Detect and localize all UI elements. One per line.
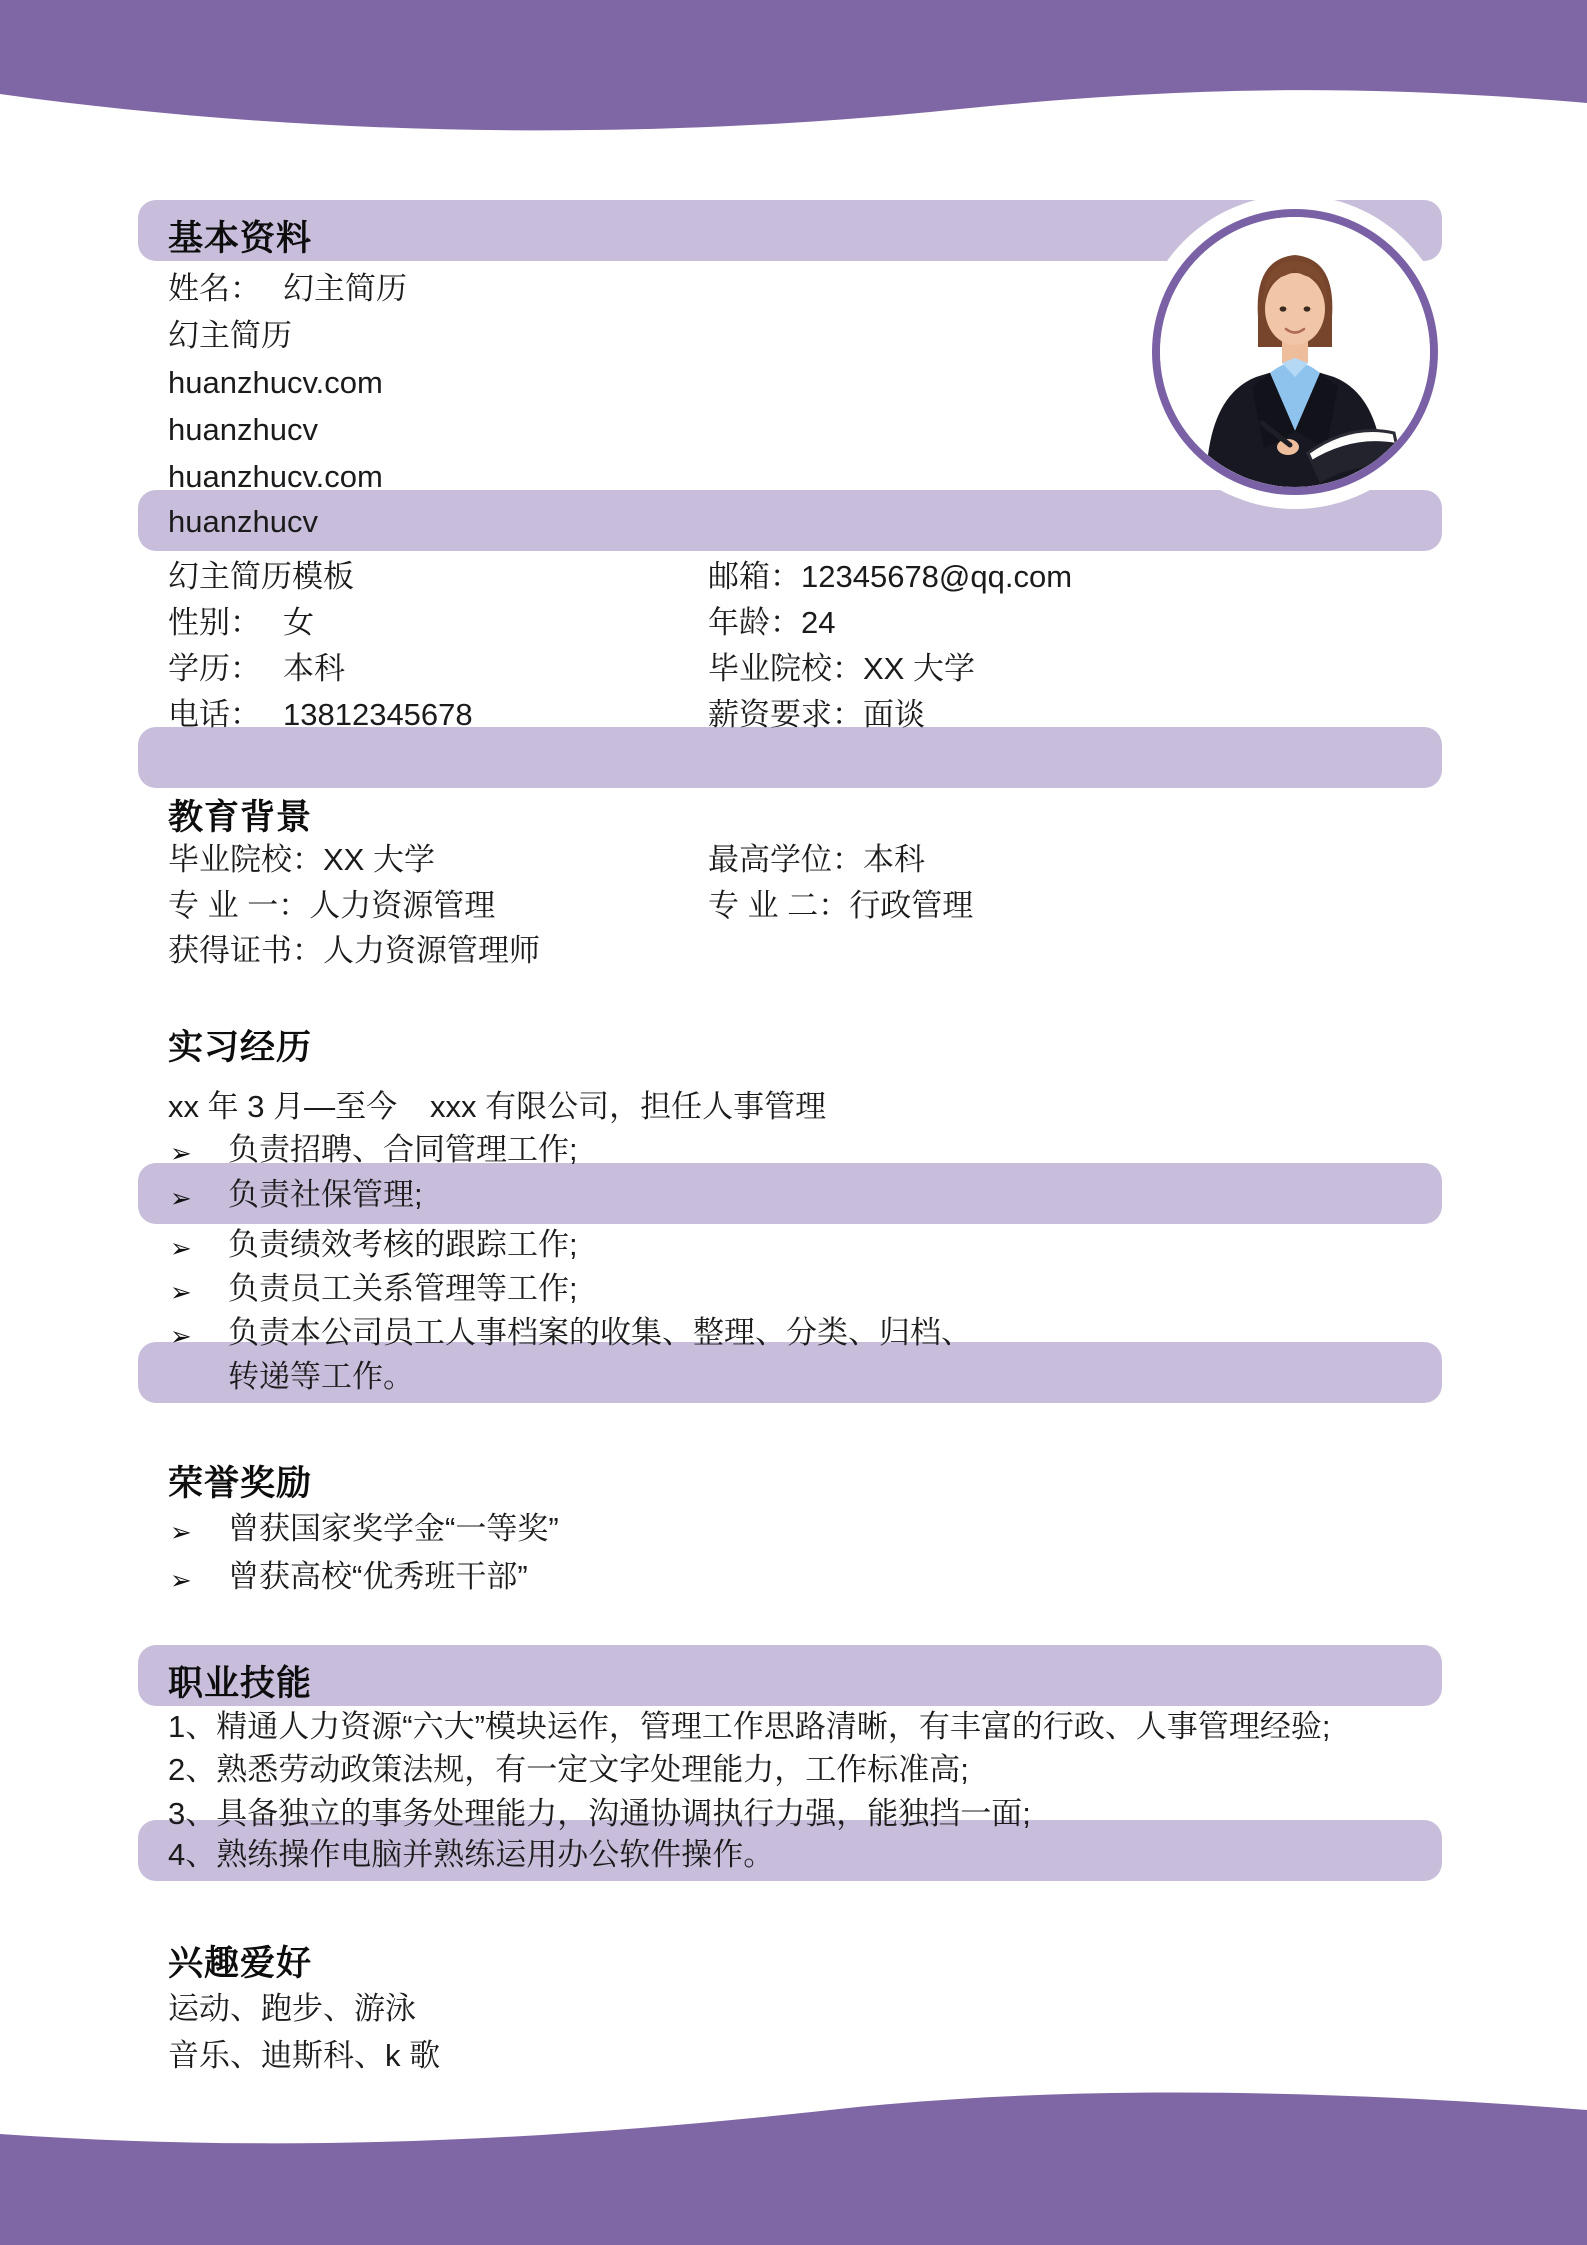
basic-email-row: [708, 558, 1072, 596]
skills-section-header-bar: [138, 1645, 1442, 1706]
internship-bullet-2: 负责社保管理;: [228, 1177, 423, 1212]
edu-school-label: 毕业院校：: [168, 842, 323, 877]
edu-major1-row: [168, 887, 495, 925]
email-value: 12345678@qq.com: [801, 559, 1073, 594]
internship-period: xx 年 3 月—至今: [168, 1089, 398, 1124]
person-photo-illustration: [1160, 217, 1430, 487]
gender-label: 性别：: [168, 605, 261, 640]
basic-line5: huanzhucv.com: [168, 459, 383, 494]
bullet-arrow-icon: ➢: [170, 1277, 192, 1307]
interest-item-2: 音乐、迪斯科、k 歌: [168, 2038, 441, 2073]
edu-top-degree-value: 本科: [863, 842, 925, 877]
internship-bullet-1: 负责招聘、合同管理工作;: [228, 1132, 578, 1167]
skill-item-2: 2、熟悉劳动政策法规，有一定文字处理能力，工作标准高;: [168, 1752, 969, 1787]
bullet-arrow-icon: ➢: [170, 1233, 192, 1263]
edu-major2-value: 行政管理: [849, 888, 974, 923]
basic-degree-row: [168, 650, 345, 688]
basic-name-value: 幻主简历: [283, 271, 407, 306]
basic-school-row: [708, 650, 975, 688]
basic-line3: huanzhucv.com: [168, 365, 383, 400]
phone-value: 13812345678: [283, 697, 473, 732]
edu-certificate-label: 获得证书：: [168, 933, 323, 968]
phone-label: 电话：: [168, 697, 261, 732]
internship-section-title: 实习经历: [168, 1028, 313, 1067]
basic-salary-row: [708, 696, 925, 734]
email-label: 邮箱：: [708, 559, 801, 594]
bullet-arrow-icon: ➢: [170, 1517, 192, 1547]
edu-major2-label: 专 业 二：: [708, 888, 850, 923]
internship-bullet-5-continuation: 转递等工作。: [228, 1359, 414, 1394]
bottom-wave-decoration: [0, 2070, 1587, 2245]
internship-company: xxx 有限公司，担任人事管理: [430, 1089, 827, 1124]
skill-item-3: 3、具备独立的事务处理能力，沟通协调执行力强，能独挡一面;: [168, 1796, 1031, 1831]
degree-label: 学历：: [168, 651, 261, 686]
edu-major1-label: 专 业 一：: [168, 888, 310, 923]
skill-item-4: 4、熟练操作电脑并熟练运用办公软件操作。: [168, 1837, 775, 1872]
edu-certificate-row: [168, 932, 540, 970]
top-wave-decoration: [0, 0, 1587, 170]
honor-item-2: 曾获高校“优秀班干部”: [228, 1559, 528, 1594]
bullet-arrow-icon: ➢: [170, 1565, 192, 1595]
basic-section-title: 基本资料: [168, 219, 313, 258]
basic-phone-row: [168, 696, 473, 734]
basic-name-row: [168, 270, 407, 308]
edu-top-degree-label: 最高学位：: [708, 842, 863, 877]
degree-value: 本科: [283, 651, 345, 686]
edu-major2-row: [708, 887, 973, 925]
basic-line6: huanzhucv: [168, 504, 318, 539]
age-value: 24: [801, 605, 836, 640]
basic-gender-row: [168, 604, 314, 642]
edu-major1-value: 人力资源管理: [309, 888, 496, 923]
basic-age-row: [708, 604, 835, 642]
age-label: 年龄：: [708, 605, 801, 640]
bullet-arrow-icon: ➢: [170, 1138, 192, 1168]
salary-label: 薪资要求：: [708, 697, 863, 732]
grad-school-value: XX 大学: [863, 651, 975, 686]
interest-item-1: 运动、跑步、游泳: [168, 1991, 416, 2026]
profile-photo: [1152, 209, 1438, 495]
edu-school-row: [168, 841, 435, 879]
basic-template-line: 幻主简历模板: [168, 559, 354, 594]
skills-section-title: 职业技能: [168, 1664, 313, 1703]
grad-school-label: 毕业院校：: [708, 651, 863, 686]
basic-line4: huanzhucv: [168, 412, 318, 447]
bullet-arrow-icon: ➢: [170, 1321, 192, 1351]
interests-section-title: 兴趣爱好: [168, 1944, 313, 1983]
salary-value: 面谈: [863, 697, 925, 732]
gender-value: 女: [283, 605, 314, 640]
education-section-title: 教育背景: [168, 798, 313, 837]
honors-section-title: 荣誉奖励: [168, 1464, 313, 1503]
internship-bullet-3: 负责绩效考核的跟踪工作;: [228, 1227, 578, 1262]
edu-school-value: XX 大学: [323, 842, 435, 877]
basic-line2: 幻主简历: [168, 318, 292, 353]
divider-band-empty: [138, 727, 1442, 788]
edu-top-degree-row: [708, 841, 925, 879]
edu-certificate-value: 人力资源管理师: [323, 933, 540, 968]
basic-name-label: 姓名：: [168, 271, 261, 306]
skill-item-1: 1、精通人力资源“六大”模块运作，管理工作思路清晰，有丰富的行政、人事管理经验;: [168, 1709, 1331, 1744]
internship-bullet-5: 负责本公司员工人事档案的收集、整理、分类、归档、: [228, 1315, 972, 1350]
honor-item-1: 曾获国家奖学金“一等奖”: [228, 1511, 559, 1546]
bullet-arrow-icon: ➢: [170, 1183, 192, 1213]
internship-bullet-4: 负责员工关系管理等工作;: [228, 1271, 578, 1306]
